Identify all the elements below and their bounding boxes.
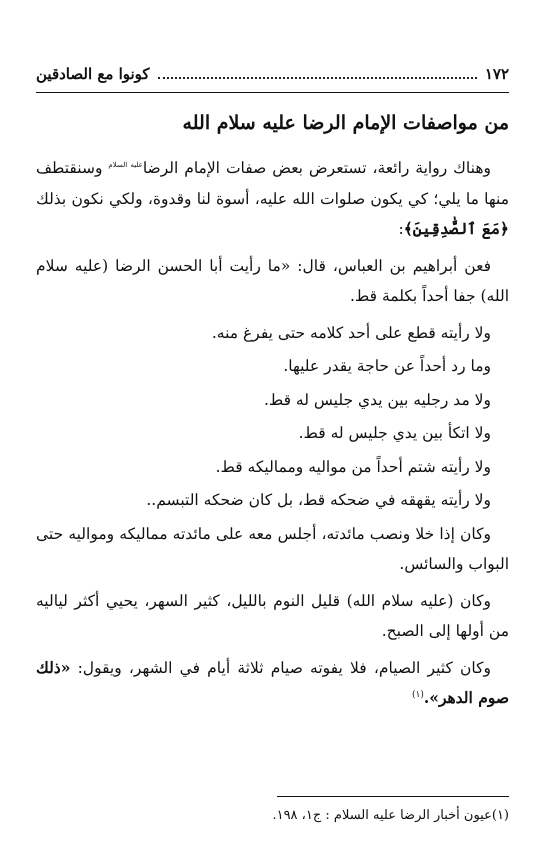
paragraph-intro xyxy=(36,150,509,245)
quran-quote: ﴿مَعَ ٱلصَّٰدِقِينَ﴾ xyxy=(403,219,509,239)
footnote: (١)عيون أخبار الرضا عليه السلام : ج١، ١٩٨. xyxy=(272,808,509,823)
footnote-rule xyxy=(277,796,509,797)
paragraph-line: ولا رأيته قطع على أحد كلامه حتى يفرغ منه. xyxy=(211,323,491,342)
paragraph-intro-part3: : xyxy=(398,220,404,239)
paragraph-intro-part2: وسنقتطف منها ما يلي؛ كي يكون صلوات الله عليه، أسوة لنا وقدوة، ولكي نكون بذلك xyxy=(36,159,509,208)
paragraph-night: وكان (عليه سلام الله) قليل النوم بالليل، كثير السهر، يحيي أكثر لياليه من أولها إلى الصبح. xyxy=(36,591,509,641)
paragraph-fasting xyxy=(36,653,509,714)
paragraph-line: ولا مد رجليه بين يدي جليس له قط. xyxy=(263,390,491,409)
fasting-quote: «ذلك صوم الدهر». xyxy=(36,657,509,708)
paragraph-narration: فعن أبراهيم بن العباس، قال: «ما رأيت أبا الحسن الرضا (عليه سلام الله) جفا أحداً بكلمة قط. xyxy=(36,256,509,306)
header-rule xyxy=(36,92,509,93)
paragraph-line: ولا رأيته شتم أحداً من مواليه ومماليكه قط. xyxy=(215,457,491,476)
paragraph-line: وما رد أحداً عن حاجة يقدر عليها. xyxy=(283,357,491,376)
body-text xyxy=(36,150,509,720)
paragraph-table: وكان إذا خلا ونصب مائدته، أجلس معه على مائدته مماليكه ومواليه حتى البواب والسائس. xyxy=(36,524,509,574)
paragraph-intro-part1: وهناك رواية رائعة، تستعرض بعض صفات الإمام الرضا xyxy=(142,159,491,178)
running-title: كونوا مع الصادقين xyxy=(36,65,150,83)
section-heading: من مواصفات الإمام الرضا عليه سلام الله xyxy=(182,112,509,134)
paragraph-fasting-text: وكان كثير الصيام، فلا يفوته صيام ثلاثة أيام في الشهر، ويقول: xyxy=(70,658,491,677)
page-number: ١٧٢ xyxy=(484,65,509,83)
honorific-mark: عليه السلام xyxy=(108,161,143,169)
footnote-reference[interactable]: (١) xyxy=(411,690,424,700)
paragraph-line: ولا رأيته يقهقه في ضحكه قط، بل كان ضحكه التبسم.. xyxy=(146,491,491,510)
page-header xyxy=(36,60,509,88)
paragraph-line: ولا اتكأ بين يدي جليس له قط. xyxy=(298,424,491,443)
header-leader-dots xyxy=(158,76,477,79)
